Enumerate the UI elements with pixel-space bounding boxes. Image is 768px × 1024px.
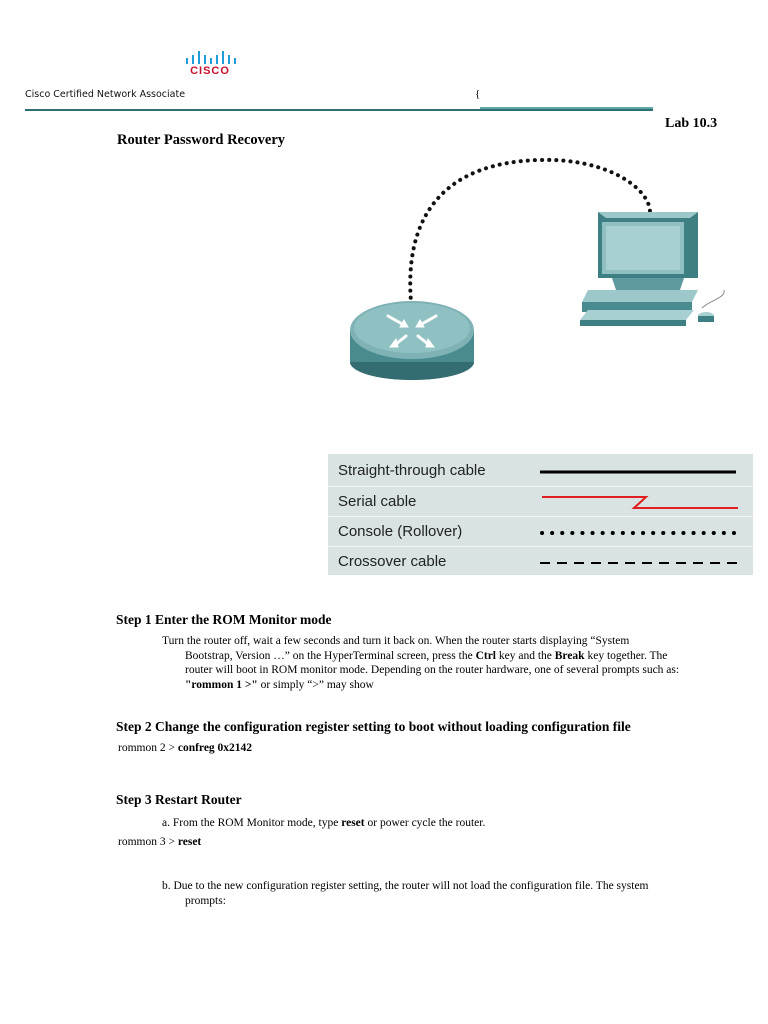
page-title: Router Password Recovery bbox=[117, 132, 286, 148]
router-icon bbox=[350, 301, 474, 380]
step1-paragraph bbox=[162, 634, 752, 692]
logo-wordmark: CISCO bbox=[190, 65, 230, 77]
step1-line4: "rommon 1 >" or simply “>” may show bbox=[185, 678, 374, 691]
legend-row-console bbox=[328, 516, 753, 546]
step2-command-line: rommon 2 > confreg 0x2142 bbox=[118, 742, 253, 754]
cisco-logo bbox=[182, 48, 238, 80]
topology-diagram bbox=[330, 150, 750, 400]
dotted-line-icon bbox=[538, 521, 738, 543]
step3-heading: Step 3 Restart Router bbox=[116, 792, 242, 807]
cable-legend bbox=[328, 454, 753, 575]
legend-label: Crossover cable bbox=[338, 553, 447, 570]
rommon-prompt: "rommon 1 >" bbox=[185, 678, 258, 691]
break-key: Break bbox=[554, 649, 585, 662]
dashed-line-icon bbox=[538, 551, 738, 573]
lab-number: Lab 10.3 bbox=[665, 116, 718, 131]
legend-label: Straight-through cable bbox=[338, 462, 486, 479]
step2-heading: Step 2 Change the configuration register setting to boot without loading configuration file bbox=[116, 719, 631, 734]
step3-b-line1: b. Due to the new configuration register setting, the router will not load the configuration file. The system bbox=[162, 880, 649, 892]
ctrl-key: Ctrl bbox=[475, 649, 496, 662]
workstation-icon bbox=[580, 212, 724, 326]
reset-command: reset bbox=[177, 836, 202, 848]
step1-heading: Step 1 Enter the ROM Monitor mode bbox=[116, 612, 332, 627]
solid-line-icon bbox=[538, 460, 738, 482]
legend-label: Serial cable bbox=[338, 493, 417, 510]
legend-row-straight-through bbox=[328, 456, 753, 485]
step3-b-line2: prompts: bbox=[185, 894, 226, 907]
legend-label: Console (Rollover) bbox=[338, 523, 463, 540]
organization-name: Cisco Certified Network Associate bbox=[25, 89, 186, 100]
header-brace: { bbox=[475, 88, 481, 100]
step1-line3: router will boot in ROM monitor mode. Depending on the router hardware, one of several prompts such as: bbox=[185, 664, 680, 677]
step3-item-b bbox=[162, 879, 752, 908]
legend-row-crossover bbox=[328, 546, 753, 576]
header-rule bbox=[25, 107, 653, 113]
cisco-bridge-icon bbox=[182, 48, 238, 66]
reset-keyword: reset bbox=[341, 817, 365, 829]
step3-command-line: rommon 3 > reset bbox=[118, 836, 202, 848]
step1-line1: Turn the router off, wait a few seconds and turn it back on. When the router starts displaying “System bbox=[162, 635, 630, 647]
step1-line2: Bootstrap, Version …” on the HyperTerminal screen, press the Ctrl key and the Break key together. The bbox=[185, 649, 668, 662]
serial-line-icon bbox=[538, 491, 738, 513]
step3-item-a: a. From the ROM Monitor mode, type reset or power cycle the router. bbox=[162, 817, 486, 829]
legend-row-serial bbox=[328, 486, 753, 516]
confreg-command: confreg 0x2142 bbox=[177, 742, 253, 754]
